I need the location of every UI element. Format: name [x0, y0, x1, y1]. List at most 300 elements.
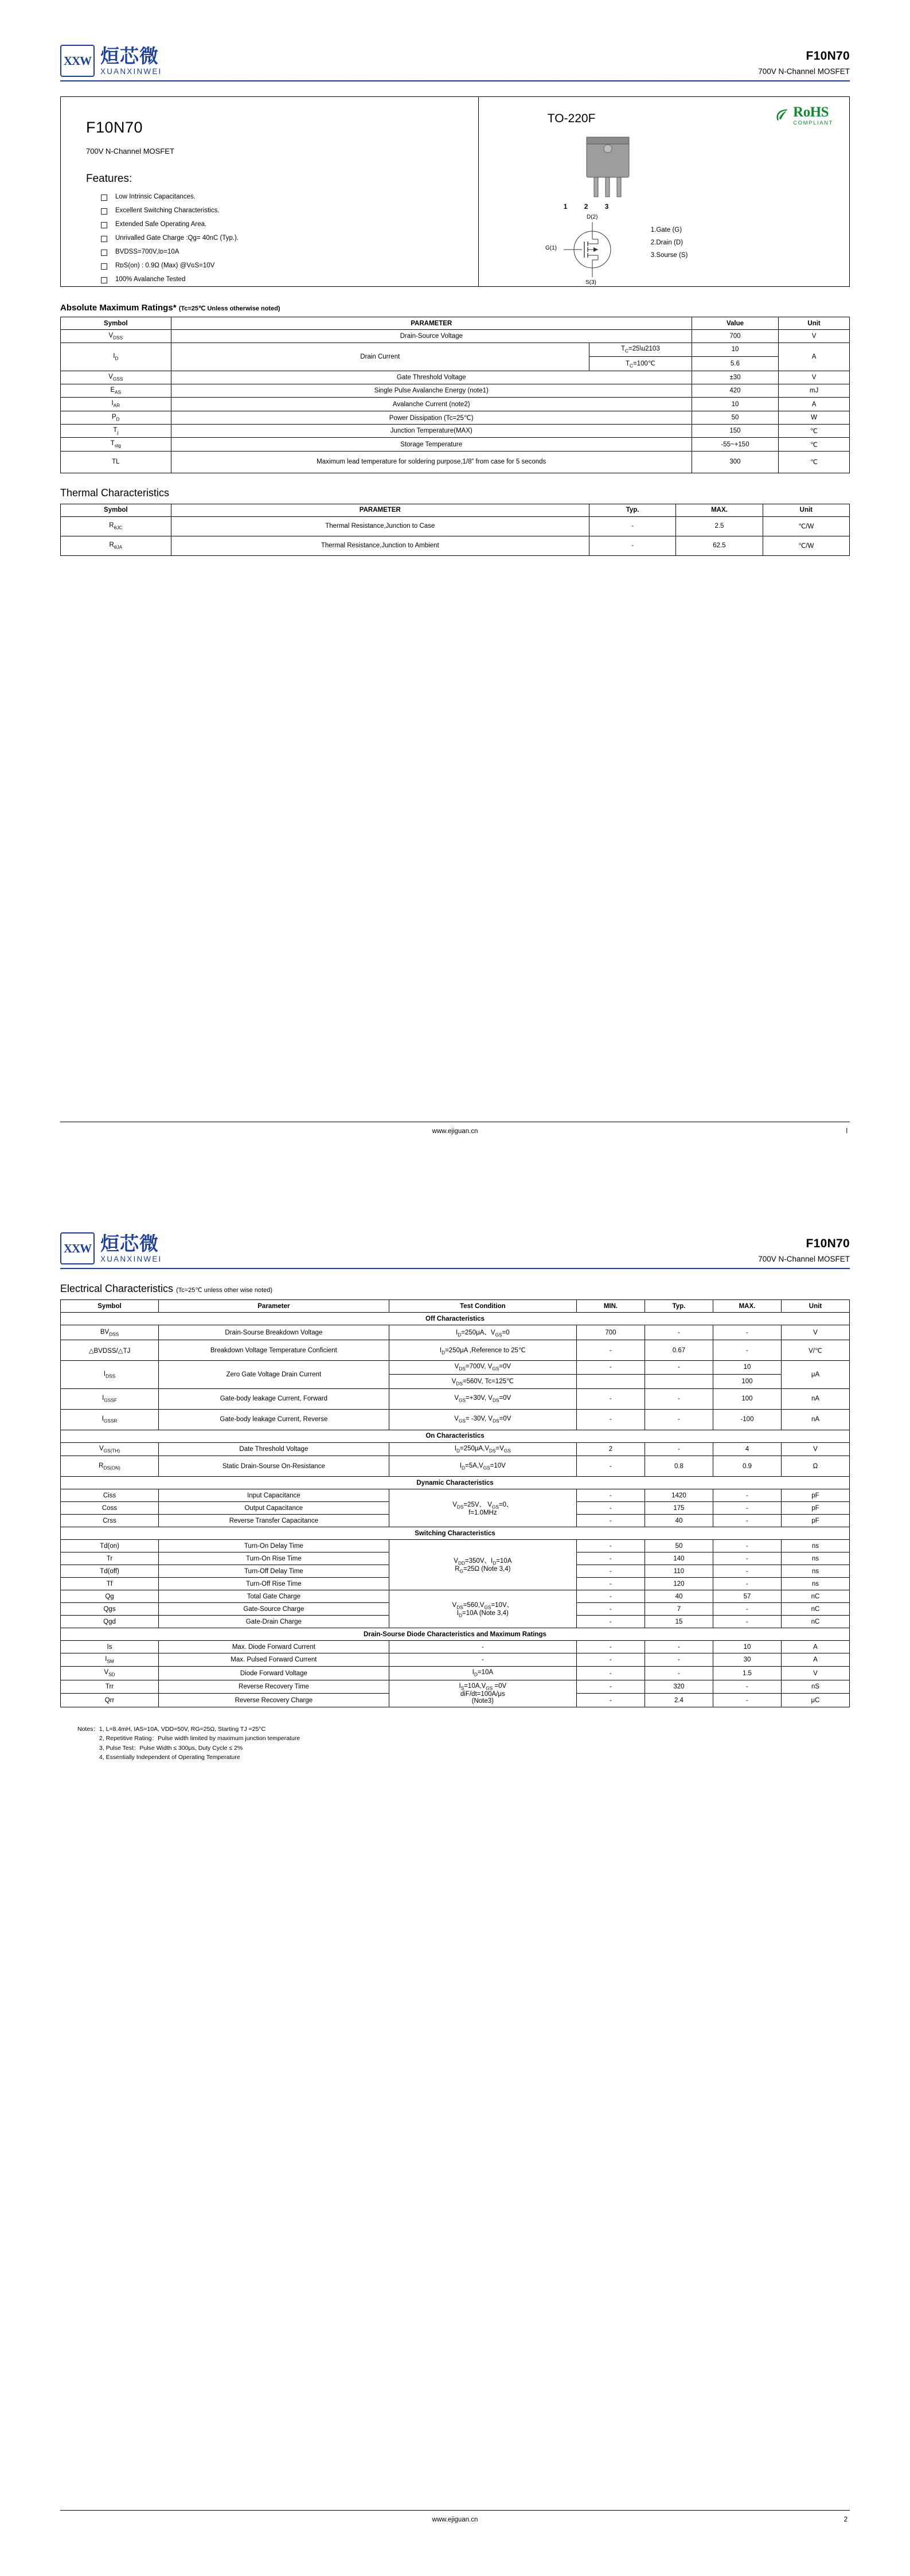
cell-typ: 2.4 — [645, 1694, 713, 1707]
notes-block — [60, 1725, 850, 1762]
checkbox-icon — [101, 277, 107, 283]
cell-parameter: Thermal Resistance,Junction to Case — [171, 516, 589, 536]
cell-max: 30 — [713, 1653, 781, 1667]
list-item — [101, 248, 478, 256]
cell-min: - — [576, 1578, 645, 1590]
cell-condition: $I_D=250\mu A$、$V_{GS}=0$ — [389, 1325, 576, 1340]
cell-value: 300 — [692, 451, 778, 473]
cell-symbol: Is — [61, 1641, 159, 1653]
header-part-number: F10N70 — [806, 49, 850, 63]
note-item: 3, Pulse Test：Pulse Width ≤ 300μs, Duty Cycle ≤ 2% — [99, 1744, 243, 1752]
cell-parameter: Drain-Sourse Breakdown Voltage — [159, 1325, 389, 1340]
cell-unit: μA — [781, 1361, 849, 1389]
note-item: 4, Essentially Independent of Operating Temperature — [99, 1753, 240, 1761]
cell-value: 50 — [692, 411, 778, 424]
table-row — [61, 384, 850, 398]
cell-unit: pF — [781, 1515, 849, 1527]
rohs-label: RoHS — [793, 104, 829, 120]
col-unit: Unit — [763, 504, 849, 516]
cell-parameter: Power Dissipation (Tc=25℃) — [171, 411, 692, 424]
logo-mark-text: XXW — [63, 1241, 92, 1255]
feature-text: Excellent Switching Characteristics. — [115, 207, 220, 214]
cell-condition: $I_D=250\mu A$ ,Reference to 25℃ — [389, 1340, 576, 1361]
cell-typ: - — [645, 1409, 713, 1430]
cell-typ: 140 — [645, 1552, 713, 1565]
table-row — [61, 1388, 850, 1409]
table-row — [61, 425, 850, 438]
brand-logo — [60, 45, 162, 77]
feature-text: 100% Avalanche Tested — [115, 276, 186, 283]
cell-max: - — [713, 1616, 781, 1628]
section-label: Drain-Sourse Diode Characteristics and Maximum Ratings — [61, 1628, 850, 1641]
table-section-row — [61, 1628, 850, 1641]
cell-max: - — [713, 1552, 781, 1565]
table-header-row — [61, 1300, 850, 1313]
cell-symbol: $I_{DSS}$ — [61, 1361, 159, 1389]
list-item — [101, 207, 478, 215]
list-item — [101, 193, 478, 201]
table-row — [61, 1653, 850, 1667]
feature-text: Extended Safe Operating Area. — [115, 221, 207, 228]
page-1 — [0, 0, 910, 1188]
header-part-description: 700V N-Channel MOSFET — [758, 1255, 850, 1263]
cell-unit: ℃ — [779, 425, 850, 438]
table-row — [61, 1590, 850, 1603]
cell-typ: - — [589, 536, 675, 555]
brand-name-cn: 烜芯微 — [100, 44, 159, 67]
col-typ: Typ. — [589, 504, 675, 516]
col-parameter: Parameter — [159, 1300, 389, 1313]
cell-typ — [645, 1374, 713, 1388]
table-row — [61, 1442, 850, 1456]
col-unit: Unit — [781, 1300, 849, 1313]
cell-max: 1.5 — [713, 1667, 781, 1680]
cell-typ: 175 — [645, 1502, 713, 1515]
table-row — [61, 371, 850, 384]
cell-parameter: Max. Pulsed Forward Current — [159, 1653, 389, 1667]
footer-url: www.ejiguan.cn — [432, 1128, 478, 1135]
cell-parameter: Gate-Source Charge — [159, 1603, 389, 1616]
note-item: Notes：1, L=8.4mH, IAS=10A, VDD=50V, RG=25Ω, Starting TJ =25°C — [77, 1726, 266, 1733]
footer-url: www.ejiguan.cn — [432, 2516, 478, 2523]
cell-unit: A — [781, 1653, 849, 1667]
feature-text: Low Intrinsic Capacitances. — [115, 193, 196, 200]
cell-min: - — [576, 1388, 645, 1409]
cell-unit: Ω — [781, 1456, 849, 1477]
cell-min: - — [576, 1456, 645, 1477]
col-unit: Unit — [779, 317, 850, 330]
cell-parameter: Junction Temperature(MAX) — [171, 425, 692, 438]
cell-unit: V — [781, 1325, 849, 1340]
cell-condition: $V_{DS}=560V$, Tc=125℃ — [389, 1374, 576, 1388]
cell-max: - — [713, 1680, 781, 1694]
section-label: Dynamic Characteristics — [61, 1477, 850, 1489]
cell-max: 100 — [713, 1388, 781, 1409]
cell-min: - — [576, 1340, 645, 1361]
cell-typ: 0.8 — [645, 1456, 713, 1477]
cell-condition: $T_C=25\backslash u2103$ — [589, 343, 692, 356]
cell-typ: 7 — [645, 1603, 713, 1616]
cell-max: - — [713, 1578, 781, 1590]
cell-max: 4 — [713, 1442, 781, 1456]
cell-unit: ns — [781, 1565, 849, 1578]
cell-symbol: $R_{\theta JA}$ — [61, 536, 171, 555]
electrical-characteristics-table — [60, 1299, 850, 1707]
cell-min: - — [576, 1361, 645, 1374]
cell-unit: A — [779, 398, 850, 411]
cell-condition: $V_{DS}=560,V_{GS}=10V$、 $I_D=10A$ (Note 3,4) — [389, 1590, 576, 1628]
cell-symbol: Td(on) — [61, 1540, 159, 1552]
thermal-characteristics-table — [60, 504, 850, 556]
cell-unit: mJ — [779, 384, 850, 398]
cell-parameter: Reverse Recovery Charge — [159, 1694, 389, 1707]
col-symbol: Symbol — [61, 317, 171, 330]
cell-condition: $I_D=10A$ — [389, 1667, 576, 1680]
cell-unit: pF — [781, 1502, 849, 1515]
cell-unit: ns — [781, 1578, 849, 1590]
col-max: MAX. — [676, 504, 763, 516]
cell-typ: - — [589, 516, 675, 536]
electrical-title: Electrical Characteristics — [60, 1283, 174, 1294]
cell-parameter: Static Drain-Sourse On-Resistance — [159, 1456, 389, 1477]
cell-unit: ℃/W — [763, 516, 849, 536]
col-symbol: Symbol — [61, 1300, 159, 1313]
cell-parameter: Gate-body leakage Current, Forward — [159, 1388, 389, 1409]
page-number: 2 — [843, 2516, 847, 2523]
cell-parameter: Max. Diode Forward Current — [159, 1641, 389, 1653]
cell-max: - — [713, 1540, 781, 1552]
col-parameter: PARAMETER — [171, 317, 692, 330]
abs-max-heading — [60, 303, 850, 313]
cell-parameter: Reverse Recovery Time — [159, 1680, 389, 1694]
col-max: MAX. — [713, 1300, 781, 1313]
cell-unit: W — [779, 411, 850, 424]
electrical-heading — [60, 1283, 850, 1295]
cell-symbol: $BV_{DSS}$ — [61, 1325, 159, 1340]
title-box-left — [61, 97, 479, 286]
brand-name-en: XUANXINWEI — [100, 67, 162, 76]
cell-typ: 50 — [645, 1540, 713, 1552]
cell-min: 2 — [576, 1442, 645, 1456]
cell-unit: A — [781, 1641, 849, 1653]
checkbox-icon — [101, 236, 107, 242]
cell-symbol: $I_{GSSR}$ — [61, 1409, 159, 1430]
rohs-sublabel: COMPLIANT — [793, 120, 833, 126]
cell-unit: ns — [781, 1540, 849, 1552]
cell-symbol: Qgd — [61, 1616, 159, 1628]
cell-parameter: Zero Gate Voltage Drain Current — [159, 1361, 389, 1389]
table-section-row — [61, 1477, 850, 1489]
rohs-text — [793, 105, 833, 126]
table-header-row — [61, 504, 850, 516]
mosfet-schematic-icon — [542, 212, 651, 286]
cell-unit: ℃ — [779, 451, 850, 473]
cell-condition: - — [389, 1641, 576, 1653]
cell-typ: 15 — [645, 1616, 713, 1628]
table-section-row — [61, 1313, 850, 1325]
col-min: MIN. — [576, 1300, 645, 1313]
pin-numbers: 1 2 3 — [563, 203, 616, 211]
cell-min: - — [576, 1540, 645, 1552]
cell-parameter: Gate Threshold Voltage — [171, 371, 692, 384]
cell-condition: $V_{GS}=+30V$, $V_{DS}=0V$ — [389, 1388, 576, 1409]
cell-unit: A — [779, 343, 850, 371]
cell-min: - — [576, 1667, 645, 1680]
table-row — [61, 536, 850, 555]
table-row — [61, 330, 850, 343]
cell-min: 700 — [576, 1325, 645, 1340]
table-row — [61, 1667, 850, 1680]
page-footer — [60, 1122, 850, 1135]
document-header — [60, 1188, 850, 1269]
cell-value: 700 — [692, 330, 778, 343]
cell-symbol: TL — [61, 451, 171, 473]
cell-unit: nS — [781, 1680, 849, 1694]
cell-min: - — [576, 1565, 645, 1578]
feature-text: BVDSS=700V,Iᴅ=10A — [115, 248, 179, 255]
cell-unit: V — [779, 371, 850, 384]
cell-typ: - — [645, 1667, 713, 1680]
col-typ: Typ. — [645, 1300, 713, 1313]
pin-legend — [651, 224, 688, 262]
features-list — [86, 193, 478, 283]
cell-min: - — [576, 1694, 645, 1707]
cell-unit: ns — [781, 1552, 849, 1565]
cell-parameter: Avalanche Current (note2) — [171, 398, 692, 411]
cell-symbol: Qg — [61, 1590, 159, 1603]
page-footer — [60, 2510, 850, 2523]
cell-parameter: Output Capacitance — [159, 1502, 389, 1515]
cell-unit: ℃/W — [763, 536, 849, 555]
cell-condition: $V_{GS}= -30V$, $V_{DS}=0V$ — [389, 1409, 576, 1430]
col-test-condition: Test Condition — [389, 1300, 576, 1313]
pin-legend-item: 1.Gate (G) — [650, 227, 682, 234]
cell-unit: μC — [781, 1694, 849, 1707]
brand-name-en: XUANXINWEI — [100, 1254, 162, 1263]
table-row — [61, 1489, 850, 1502]
cell-typ: - — [645, 1388, 713, 1409]
list-item — [101, 221, 478, 228]
cell-unit: nA — [781, 1388, 849, 1409]
col-parameter: PARAMETER — [171, 504, 589, 516]
document-header — [60, 0, 850, 81]
cell-unit: nA — [781, 1409, 849, 1430]
cell-min: - — [576, 1590, 645, 1603]
table-header-row — [61, 317, 850, 330]
cell-condition: $V_{DD}=350V$、$I_D=10A$ $R_G=25\Omega$ (Note 3,4) — [389, 1540, 576, 1590]
cell-symbol: $T_j$ — [61, 425, 171, 438]
cell-typ: - — [645, 1653, 713, 1667]
table-row — [61, 1325, 850, 1340]
cell-symbol: △BVDSS/△TJ — [61, 1340, 159, 1361]
pin-legend-item: 3.Sourse (S) — [650, 251, 688, 259]
header-part-description: 700V N-Channel MOSFET — [758, 67, 850, 76]
cell-typ: 320 — [645, 1680, 713, 1694]
table-row — [61, 1540, 850, 1552]
cell-parameter: Turn-On Rise Time — [159, 1552, 389, 1565]
cell-min: - — [576, 1502, 645, 1515]
logo-mark-icon — [60, 1232, 95, 1264]
col-symbol: Symbol — [61, 504, 171, 516]
electrical-title-note: (Tc=25℃ unless other wise noted) — [176, 1287, 273, 1294]
section-label: On Characteristics — [61, 1430, 850, 1442]
cell-min: - — [576, 1653, 645, 1667]
header-part-number: F10N70 — [806, 1237, 850, 1250]
cell-condition: $T_C=100℃$ — [589, 356, 692, 371]
cell-max: 62.5 — [676, 536, 763, 555]
cell-max: 0.9 — [713, 1456, 781, 1477]
cell-unit: V — [781, 1442, 849, 1456]
cell-symbol: Coss — [61, 1502, 159, 1515]
table-section-row — [61, 1527, 850, 1540]
checkbox-icon — [101, 208, 107, 215]
table-row — [61, 1456, 850, 1477]
cell-typ: 0.67 — [645, 1340, 713, 1361]
table-row — [61, 1409, 850, 1430]
cell-symbol: $R_{\theta JC}$ — [61, 516, 171, 536]
logo-mark-icon — [60, 45, 95, 77]
page-number: l — [846, 1128, 847, 1135]
cell-max: 10 — [713, 1361, 781, 1374]
cell-value: 420 — [692, 384, 778, 398]
header-right — [758, 1237, 850, 1264]
cell-condition: $V_{DS}=700V$, $V_{GS}=0V$ — [389, 1361, 576, 1374]
feature-text: RᴅS(on) : 0.9Ω (Max) @VɢS=10V — [115, 262, 215, 269]
package-name: TO-220F — [547, 112, 596, 125]
cell-value: -55~+150 — [692, 438, 778, 451]
schematic-gate-label: G(1) — [545, 245, 557, 251]
package-drawing-icon — [565, 134, 651, 203]
cell-typ: 110 — [645, 1565, 713, 1578]
cell-symbol: $I_{SM}$ — [61, 1653, 159, 1667]
cell-parameter: Maximum lead temperature for soldering purpose,1/8” from case for 5 seconds — [171, 451, 692, 473]
schematic-drain-label: D(2) — [586, 214, 598, 220]
cell-unit: pF — [781, 1489, 849, 1502]
cell-min: - — [576, 1616, 645, 1628]
table-row — [61, 398, 850, 411]
cell-unit: ℃ — [779, 438, 850, 451]
thermal-heading: Thermal Characteristics — [60, 487, 170, 499]
cell-symbol: $V_{SD}$ — [61, 1667, 159, 1680]
cell-max: - — [713, 1565, 781, 1578]
cell-min: - — [576, 1489, 645, 1502]
cell-condition: $I_D=250\mu A,V_{DS}=V_{GS}$ — [389, 1442, 576, 1456]
logo-mark-text: XXW — [63, 53, 92, 68]
brand-logo — [60, 1232, 162, 1264]
title-box — [60, 96, 850, 287]
table-row — [61, 1361, 850, 1374]
cell-symbol: $V_{GS(TH)}$ — [61, 1442, 159, 1456]
cell-symbol: Tr — [61, 1552, 159, 1565]
note-item: 2, Repetitive Rating：Pulse width limited by maximum junction temperature — [99, 1735, 300, 1742]
cell-max: - — [713, 1603, 781, 1616]
cell-max: - — [713, 1515, 781, 1527]
cell-max: - — [713, 1502, 781, 1515]
cell-value: 5.6 — [692, 356, 778, 371]
table-row — [61, 1680, 850, 1694]
cell-min — [576, 1374, 645, 1388]
cell-parameter: Turn-Off Delay Time — [159, 1565, 389, 1578]
cell-typ: - — [645, 1442, 713, 1456]
cell-unit: nC — [781, 1603, 849, 1616]
cell-condition: $I_S=10A,V_{GS} =0V$ diF/dt=100A/μs (Note3) — [389, 1680, 576, 1707]
cell-typ: - — [645, 1641, 713, 1653]
brand-name-cn: 烜芯微 — [100, 1232, 159, 1255]
cell-parameter: Drain-Source Voltage — [171, 330, 692, 343]
cell-value: 150 — [692, 425, 778, 438]
cell-typ: - — [645, 1325, 713, 1340]
table-row — [61, 516, 850, 536]
cell-parameter: Drain Current — [171, 343, 589, 371]
header-right — [758, 49, 850, 77]
cell-symbol: $T_{stg}$ — [61, 438, 171, 451]
cell-typ: - — [645, 1361, 713, 1374]
cell-typ: 120 — [645, 1578, 713, 1590]
table-row — [61, 1641, 850, 1653]
schematic-source-label: S(3) — [585, 279, 596, 286]
cell-max: -100 — [713, 1409, 781, 1430]
cell-symbol: Trr — [61, 1680, 159, 1694]
cell-parameter: Diode Forward Voltage — [159, 1667, 389, 1680]
cell-symbol: $R_{DS(ON)}$ — [61, 1456, 159, 1477]
cell-value: 10 — [692, 398, 778, 411]
table-row — [61, 1340, 850, 1361]
cell-max: - — [713, 1325, 781, 1340]
section-label: Off Characteristics — [61, 1313, 850, 1325]
list-item — [101, 276, 478, 283]
cell-typ: 40 — [645, 1515, 713, 1527]
cell-parameter: Breakdown Voltage Temperature Conficient — [159, 1340, 389, 1361]
cell-parameter: Thermal Resistance,Junction to Ambient — [171, 536, 589, 555]
cell-symbol: $I_D$ — [61, 343, 171, 371]
cell-max: - — [713, 1694, 781, 1707]
cell-min: - — [576, 1680, 645, 1694]
cell-max: 10 — [713, 1641, 781, 1653]
list-item — [101, 235, 478, 242]
cell-max: 100 — [713, 1374, 781, 1388]
cell-symbol: Qrr — [61, 1694, 159, 1707]
cell-parameter: Input Capacitance — [159, 1489, 389, 1502]
cell-min: - — [576, 1603, 645, 1616]
cell-condition: $V_{DS}=25V$、 $V_{GS}=0$、 f=1.0MHz — [389, 1489, 576, 1527]
cell-unit: V — [781, 1667, 849, 1680]
table-row — [61, 438, 850, 451]
table-section-row — [61, 1430, 850, 1442]
cell-min: - — [576, 1641, 645, 1653]
cell-parameter: Gate-Drain Charge — [159, 1616, 389, 1628]
cell-symbol: $P_D$ — [61, 411, 171, 424]
cell-parameter: Total Gate Charge — [159, 1590, 389, 1603]
cell-parameter: Single Pulse Avalanche Energy (note1) — [171, 384, 692, 398]
cell-symbol: Tf — [61, 1578, 159, 1590]
cell-min: - — [576, 1409, 645, 1430]
cell-symbol: $E_{AS}$ — [61, 384, 171, 398]
cell-symbol: Qgs — [61, 1603, 159, 1616]
rohs-badge — [775, 105, 833, 126]
cell-max: - — [713, 1489, 781, 1502]
cell-symbol: $V_{DSS}$ — [61, 330, 171, 343]
abs-max-title: Absolute Maximum Ratings* — [60, 303, 177, 313]
absolute-maximum-ratings-table — [60, 317, 850, 473]
cell-symbol: Ciss — [61, 1489, 159, 1502]
cell-value: 10 — [692, 343, 778, 356]
cell-unit: V — [779, 330, 850, 343]
table-row — [61, 411, 850, 424]
cell-typ: 40 — [645, 1590, 713, 1603]
cell-max: - — [713, 1340, 781, 1361]
section-label: Switching Characteristics — [61, 1527, 850, 1540]
table-row — [61, 343, 850, 356]
